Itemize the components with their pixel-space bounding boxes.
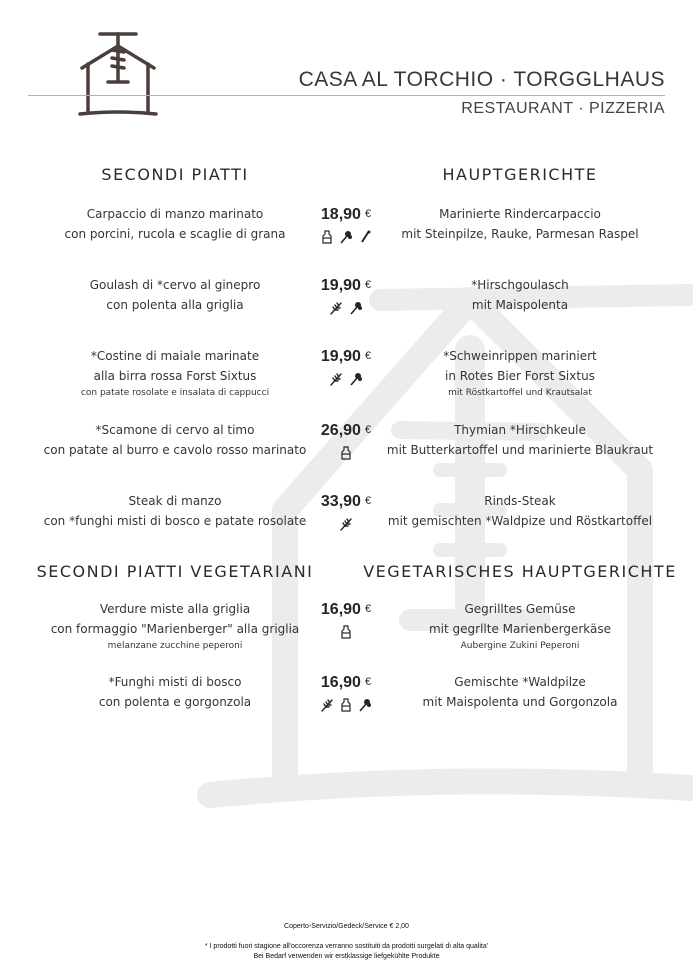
dish-description: con *funghi misti di bosco e patate rosolate	[43, 514, 307, 528]
dish-description: mit gegrllte Marienbergerkäse	[428, 622, 611, 636]
dish-german	[345, 275, 693, 315]
dish-name: Thymian *Hirschkeule	[454, 423, 586, 437]
dish-name: *Schweinrippen mariniert	[443, 349, 597, 363]
price-value: 19,90	[320, 348, 361, 365]
dish-description: con polenta alla griglia	[106, 298, 244, 312]
dish-description: con polenta e gorgonzola	[98, 695, 252, 709]
dish-italian	[20, 491, 330, 531]
dish-description: con patate al burro e cavolo rosso marinato	[43, 443, 307, 457]
dish-side: melanzane zucchine peperoni	[107, 641, 243, 651]
dish-description: mit Butterkartoffel und marinierte Blaukraut	[386, 443, 654, 457]
dish-name: Gemischte *Waldpilze	[454, 675, 586, 689]
currency-symbol: €	[364, 208, 372, 220]
price-value: 18,90	[320, 206, 361, 223]
price-value: 19,90	[320, 277, 361, 294]
price-value: 16,90	[320, 601, 361, 618]
section-heading-de: VEGETARISCHES HAUPTGERICHTE	[363, 562, 677, 581]
dish-name: *Costine di maiale marinate	[90, 349, 260, 363]
dish-description: in Rotes Bier Forst Sixtus	[445, 369, 595, 383]
dish-german	[345, 346, 693, 400]
dish-name: Steak di manzo	[128, 494, 222, 508]
menu-item	[0, 599, 693, 669]
dish-description: mit Maispolenta und Gorgonzola	[422, 695, 618, 709]
torchio-house-logo	[78, 30, 158, 120]
section-heading-it: SECONDI PIATTI VEGETARIANI	[36, 562, 314, 581]
menu-item	[0, 672, 693, 742]
price-value: 16,90	[320, 674, 361, 691]
dish-german	[345, 204, 693, 244]
header-divider	[28, 95, 665, 96]
menu-item	[0, 420, 693, 490]
dish-italian	[20, 672, 330, 712]
coperto-note: Coperto-Servizio/Gedeck/Service € 2,00	[284, 923, 409, 930]
dish-side: Aubergine Zukini Peperoni	[460, 641, 580, 651]
frozen-products-note-de: Bei Bedarf verwenden wir erstklassige liefgekühlte Produkte	[253, 953, 440, 960]
dish-name: Verdure miste alla griglia	[99, 602, 251, 616]
dish-italian	[20, 599, 330, 653]
menu-item	[0, 491, 693, 561]
dish-german	[345, 420, 693, 460]
dish-side: con patate rosolate e insalata di cappucci	[80, 388, 270, 398]
dish-german	[345, 672, 693, 712]
dish-name: Carpaccio di manzo marinato	[86, 207, 264, 221]
dish-german	[345, 599, 693, 653]
wheat-icon	[320, 698, 334, 712]
dish-german	[345, 491, 693, 531]
price-value: 26,90	[320, 422, 361, 439]
dish-name: *Hirschgoulasch	[471, 278, 569, 292]
price-value: 33,90	[320, 493, 361, 510]
wheat-icon	[329, 301, 343, 315]
currency-symbol: €	[364, 495, 372, 507]
dish-description: mit gemischten *Waldpize und Röstkartoffel	[387, 514, 653, 528]
currency-symbol: €	[364, 279, 372, 291]
dish-description: mit Steinpilze, Rauke, Parmesan Raspel	[401, 227, 639, 241]
brand-name: CASA AL TORCHIO · TORGGLHAUS	[298, 68, 665, 91]
menu-item	[0, 204, 693, 274]
currency-symbol: €	[364, 676, 372, 688]
dish-name: *Funghi misti di bosco	[108, 675, 242, 689]
dish-name: Rinds-Steak	[484, 494, 556, 508]
milk-bottle-icon	[321, 230, 333, 244]
currency-symbol: €	[364, 603, 372, 615]
frozen-products-note-it: * I prodotti fuori stagione all'occorenza verranno sostituiti da prodotti surgelati di alta qualita'	[204, 943, 489, 950]
currency-symbol: €	[364, 350, 372, 362]
dish-name: Goulash di *cervo al ginepro	[89, 278, 261, 292]
dish-italian	[20, 275, 330, 315]
dish-italian	[20, 204, 330, 244]
dish-description: con porcini, rucola e scaglie di grana	[64, 227, 286, 241]
dish-name: Marinierte Rindercarpaccio	[439, 207, 601, 221]
brand-subtitle: RESTAURANT · PIZZERIA	[461, 100, 665, 117]
dish-description: alla birra rossa Forst Sixtus	[93, 369, 257, 383]
currency-symbol: €	[364, 424, 372, 436]
section-heading-it: SECONDI PIATTI	[101, 165, 249, 184]
dish-description: con formaggio "Marienberger" alla griglia	[50, 622, 300, 636]
dish-side: mit Röstkartoffel und Krautsalat	[448, 388, 592, 398]
section-heading-de: HAUPTGERICHTE	[442, 165, 598, 184]
dish-italian	[20, 346, 330, 400]
dish-name: Gegrilltes Gemüse	[464, 602, 576, 616]
wheat-icon	[329, 372, 343, 386]
dish-description: mit Maispolenta	[471, 298, 569, 312]
menu-item	[0, 346, 693, 416]
dish-name: *Scamone di cervo al timo	[95, 423, 255, 437]
menu-item	[0, 275, 693, 345]
dish-italian	[20, 420, 330, 460]
